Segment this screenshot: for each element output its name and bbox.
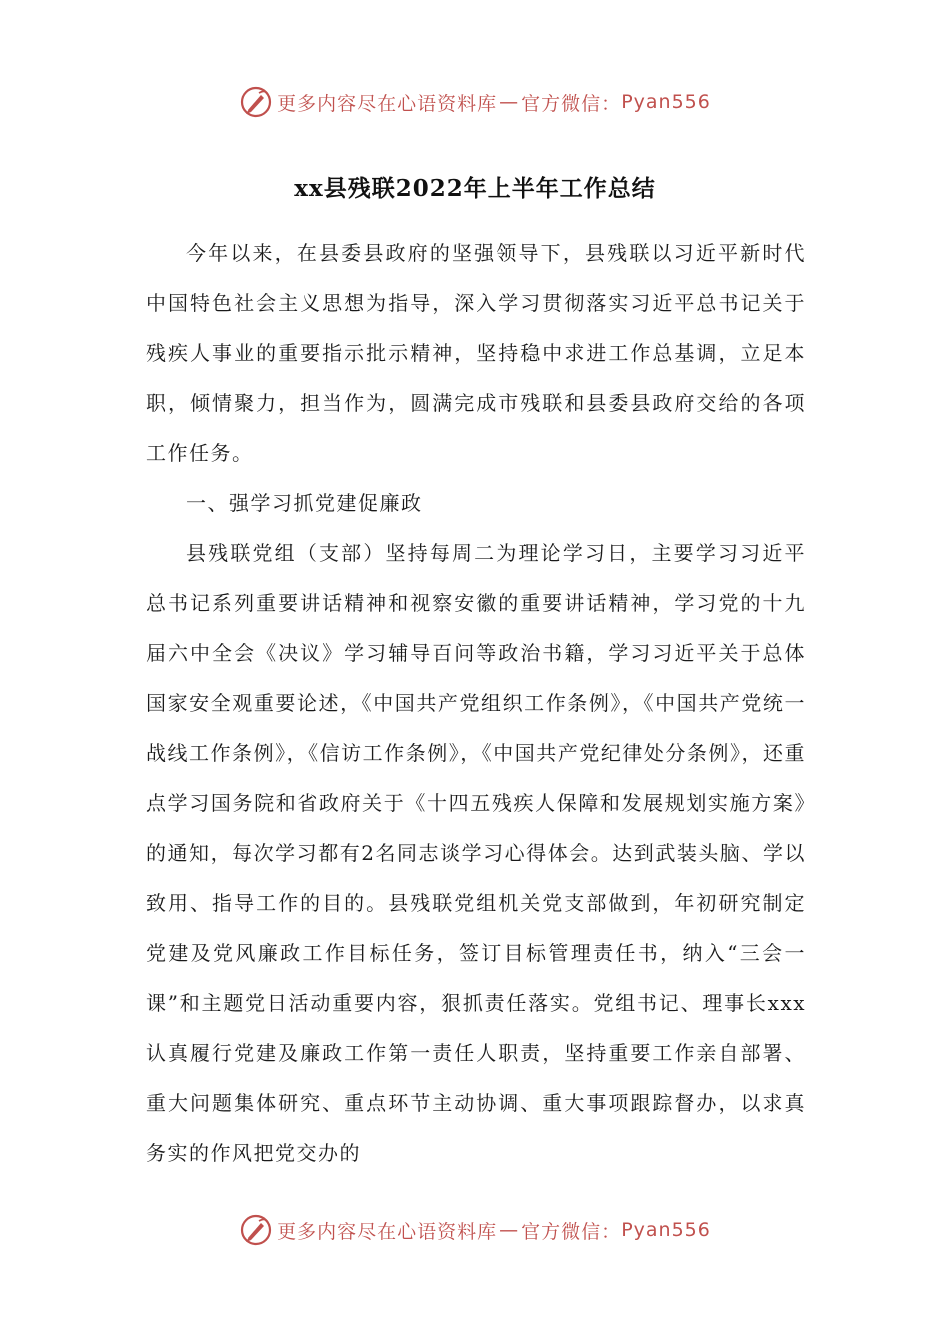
footer-watermark xyxy=(0,1210,950,1250)
watermark-wechat-id: Pyan556 xyxy=(621,1219,711,1241)
document-title: xx县残联2022年上半年工作总结 xyxy=(294,175,656,202)
watermark-wechat-label: 官方微信： xyxy=(521,1220,622,1243)
watermark-separator: — xyxy=(499,1219,520,1241)
watermark-wechat-id: Pyan556 xyxy=(621,91,711,113)
section-heading: 一、强学习抓党建促廉政 xyxy=(186,491,423,515)
pen-logo-icon xyxy=(239,1213,273,1247)
document-body xyxy=(146,228,806,1178)
body-paragraph: 县残联党组（支部）坚持每周二为理论学习日，主要学习习近平总书记系列重要讲话精神和视察安徽的重要讲话精神，学习党的十九届六中全会《决议》学习辅导百问等政治书籍，学习习近平关于总体国家安全观重要论述，《中国共产党组织工作条例》，《中国共产党统一战线工作条例》，《信访工作条例》，《中国共产党纪律处分条例》，还重点学习国务院和省政府关于《十四五残疾人保障和发展规划实施方案》的通知，每次学习都有2名同志谈学习心得体会。达到武装头脑、学以致用、指导工作的目的。县残联党组机关党支部做到，年初研究制定党建及党风廉政工作目标任务，签订目标管理责任书，纳入“三会一课”和主题党日活动重要内容，狠抓责任落实。党组书记、理事长xxx认真履行党建及廉政工作第一责任人职责，坚持重要工作亲自部署、重大问题集体研究、重点环节主动协调、重大事项跟踪督办，以求真务实的作风把党交办的 xyxy=(146,541,806,1165)
watermark-brand: 更多内容尽在心语资料库 xyxy=(277,92,498,115)
intro-paragraph: 今年以来，在县委县政府的坚强领导下，县残联以习近平新时代中国特色社会主义思想为指导，深入学习贯彻落实习近平总书记关于残疾人事业的重要指示批示精神，坚持稳中求进工作总基调，立足本职，倾情聚力，担当作为，圆满完成市残联和县委县政府交给的各项工作任务。 xyxy=(146,241,806,465)
watermark-wechat-label: 官方微信： xyxy=(521,92,622,115)
watermark-separator: — xyxy=(499,91,520,113)
watermark-brand: 更多内容尽在心语资料库 xyxy=(277,1220,498,1243)
pen-logo-icon xyxy=(239,85,273,119)
header-watermark xyxy=(0,82,950,122)
